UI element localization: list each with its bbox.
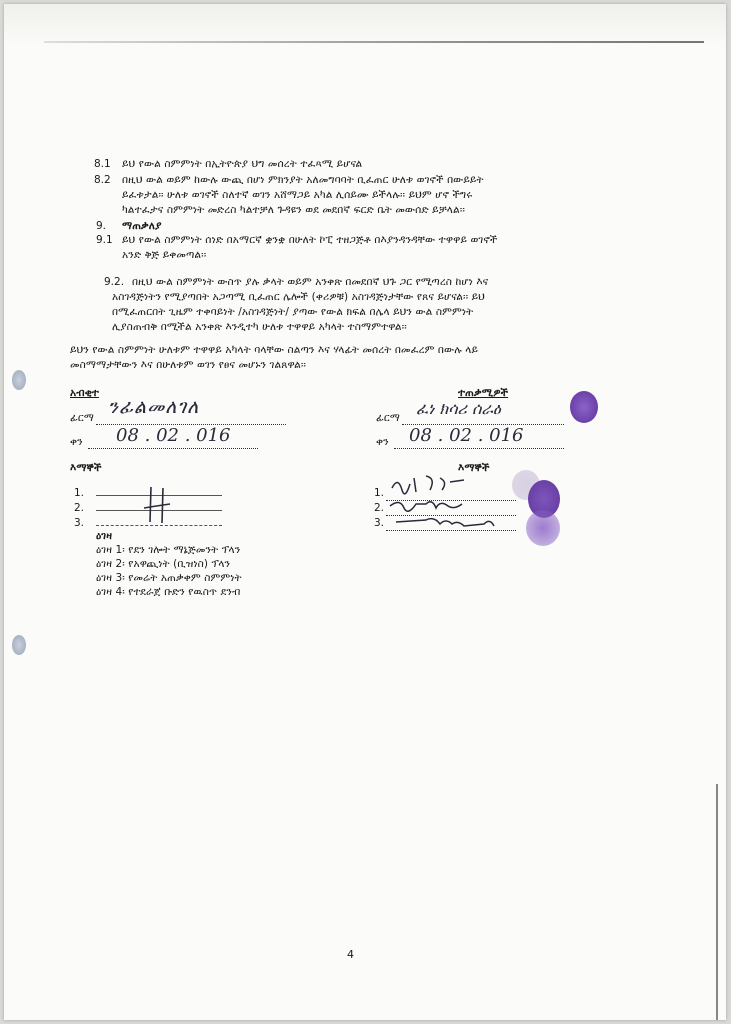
witness-mark (142, 484, 172, 526)
clause-text-line: ካልተፈታና ስምምነት መድረስ ካልተቻለ ጉዳዩን ወደ መደበኛ ፍርድ ቤት መውሰድ ይቻላል፡፡ (122, 204, 465, 216)
document-page (4, 4, 726, 1020)
attachment-item: ዕገዛ 4፡ የተደራጀ ቡድን የዉስጥ ደንብ (96, 586, 241, 598)
witness-number: 2. (374, 502, 385, 514)
witness-number: 2. (74, 502, 85, 514)
right-signature-label: ፊርማ (376, 412, 400, 424)
fingerprint-stamp (570, 391, 598, 423)
left-signature: ንፊልመለገለ (108, 396, 200, 418)
header-rule (44, 41, 704, 43)
witness-number: 1. (374, 487, 385, 499)
clause-number: 9.1 (96, 234, 113, 246)
left-witnesses-heading: እማኞች (70, 462, 102, 474)
closing-text-line: መስማማታቸውን እና በሁለቱም ወገን የፀና መሆኑን ገልጸዋል፡፡ (70, 359, 306, 371)
right-date-label: ቀን (376, 436, 389, 448)
margin-rule (716, 784, 718, 1020)
fingerprint-stamp (526, 510, 560, 546)
clause-number: 8.1 (94, 158, 111, 170)
clause-number: 9.2. (104, 276, 125, 288)
left-signature-label: ፊርማ (70, 412, 94, 424)
punch-hole-bottom (12, 635, 26, 655)
clause-text-line: ሊያስጠብቅ በሚችል አንቀጽ እንዲተካ ሁለቱ ተዋዋይ አካላት ተስማምተዋል፡፡ (112, 321, 407, 333)
right-party-heading: ተጠቃሚዎች (458, 387, 509, 399)
punch-hole-top (12, 370, 26, 390)
witness-signatures (384, 470, 524, 536)
right-signature: ፈነ ክሳሪ ሰራዕ (416, 399, 501, 418)
right-witnesses-heading: እማኞች (458, 462, 490, 474)
section-heading: ማጠቃለያ (122, 220, 162, 232)
date-line (88, 448, 258, 449)
clause-text-line: ይህ የውል ስምምነት ሰነድ በአማርኛ ቋንቋ በሁለት ኮፒ ተዘጋጅቶ በእያንዳንዳቸው ተዋዋይ ወገኖች (122, 234, 498, 246)
attachment-item: ዕገዛ 2፡ የአዋጪነት (ቢዝነስ) ፕላን (96, 558, 231, 570)
witness-number: 3. (74, 517, 85, 529)
witness-number: 1. (74, 487, 85, 499)
witness-number: 3. (374, 517, 385, 529)
right-date: 08 . 02 . 016 (409, 425, 524, 446)
attachments-heading: ዕገዛ (96, 530, 113, 542)
attachment-item: ዕገዛ 3፡ የመሬት አጠቃቀም ስምምነት (96, 572, 242, 584)
section-number: 9. (96, 220, 107, 232)
clause-text-line: በሚፈጠርበት ጊዜም ተቀባይነት /አስገዳጅነት/ ያጣው የውል ክፍል በሌላ ይህን ውል ስምምነት (112, 306, 474, 318)
clause-number: 8.2 (94, 174, 111, 186)
clause-text-line: ይህ የውል ስምምነት በኢትዮጵያ ህግ መሰረት ተፈጻሚ ይሆናል (122, 158, 363, 170)
date-line (394, 448, 564, 449)
clause-text-line: አንድ ቅጅ ይቀመጣል፡፡ (122, 249, 207, 261)
clause-text-line: አስገዳጅነትን የሚያጣበት አጋጣሚ ቢፈጠር ሌሎች (ቀሪዎቹ) አስገዳጅነታቸው የጸና ይሆናል፡፡ ይህ (112, 291, 485, 303)
clause-text-line: በዚህ ውል ስምምነት ውስጥ ያሉ ቃላት ወይም አንቀጽ በመደበኛ ህጉ ጋር የሚጣረስ ከሆነ እና (132, 276, 489, 288)
left-date: 08 . 02 . 016 (116, 425, 231, 446)
clause-text-line: በዚህ ውል ወይም ከውሉ ውጪ በሆነ ምክንያት አለመግባባት ቢፈጠር ሁለቱ ወገኖች በውይይት (122, 174, 484, 186)
left-party-heading: አብቂተ (70, 387, 99, 399)
clause-text-line: ይፈቱታል፡፡ ሁለቱ ወገኖች ስለተኛ ወገን አሸማጋይ አካል ሊሰይሙ ይችላሉ፡፡ ይህም ሆኖ ችግሩ (122, 189, 473, 201)
closing-text-line: ይህን የውል ስምምነት ሁለቱም ተዋዋይ አካላት ባላቸው ስልጣን እና ሃላፊት መሰረት በመፈረም በውሉ ላይ (70, 344, 479, 356)
page-number: 4 (347, 948, 354, 961)
scan-top-edge (4, 4, 726, 46)
left-date-label: ቀን (70, 436, 83, 448)
attachment-item: ዕገዛ 1፡ የደን ገሎት ማኔጅመንት ፕላን (96, 544, 241, 556)
